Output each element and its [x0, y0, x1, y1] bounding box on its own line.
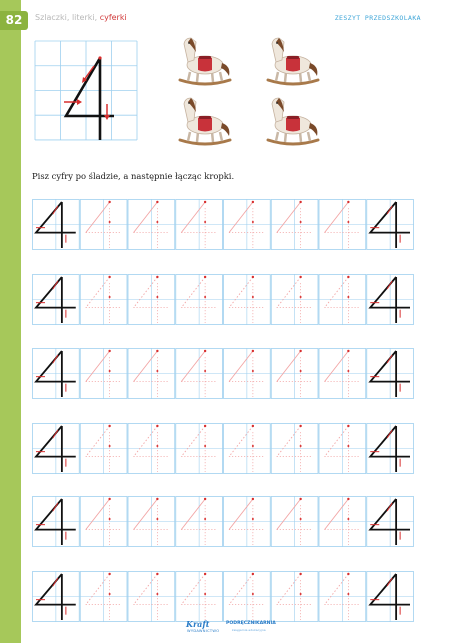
guide-stroke	[325, 426, 349, 457]
arrow-icon	[53, 355, 58, 363]
start-dot	[108, 425, 110, 427]
start-dot	[156, 370, 158, 372]
start-dot	[109, 445, 111, 447]
start-dot	[108, 350, 110, 352]
arrow-icon	[387, 355, 392, 363]
start-dot	[299, 573, 301, 575]
start-dot	[347, 573, 349, 575]
start-dot	[204, 518, 206, 520]
guide-stroke	[86, 499, 110, 530]
start-dot	[347, 518, 349, 520]
guide-stroke	[325, 351, 349, 382]
start-dot	[156, 201, 158, 203]
start-dot	[252, 221, 254, 223]
arrow-icon	[53, 281, 58, 289]
start-dot	[156, 498, 158, 500]
guide-stroke	[277, 426, 301, 457]
start-dot	[347, 350, 349, 352]
practice-row	[32, 199, 414, 250]
guide-stroke	[181, 351, 205, 382]
start-dot	[347, 221, 349, 223]
start-dot	[204, 593, 206, 595]
side-color-bar	[0, 0, 21, 643]
start-dot	[300, 445, 302, 447]
practice-row	[32, 496, 414, 547]
arrow-icon	[387, 578, 392, 586]
start-dot	[347, 276, 349, 278]
start-dot	[252, 593, 254, 595]
start-dot	[299, 350, 301, 352]
start-dot	[300, 221, 302, 223]
guide-stroke	[181, 426, 205, 457]
start-dot	[156, 350, 158, 352]
guide-stroke	[181, 202, 205, 233]
guide-stroke	[277, 277, 301, 308]
running-head	[35, 13, 127, 22]
brand-sub: WYDAWNICTWO	[187, 629, 220, 633]
start-dot	[347, 425, 349, 427]
start-dot	[109, 296, 111, 298]
start-dot	[299, 276, 301, 278]
arrow-icon	[387, 430, 392, 438]
guide-stroke	[134, 202, 158, 233]
guide-stroke	[134, 426, 158, 457]
start-dot	[252, 350, 254, 352]
start-dot	[347, 370, 349, 372]
start-dot	[252, 573, 254, 575]
start-dot	[109, 370, 111, 372]
hero-digit-example	[34, 40, 142, 141]
guide-stroke	[86, 574, 110, 605]
practice-row	[32, 423, 414, 474]
start-dot	[347, 296, 349, 298]
start-dot	[347, 445, 349, 447]
start-dot	[156, 221, 158, 223]
start-dot	[347, 201, 349, 203]
start-dot	[252, 201, 254, 203]
start-dot	[156, 296, 158, 298]
guide-stroke	[181, 499, 205, 530]
start-dot	[252, 276, 254, 278]
start-dot	[300, 370, 302, 372]
start-dot	[204, 350, 206, 352]
guide-stroke	[134, 277, 158, 308]
start-dot	[204, 498, 206, 500]
arrow-icon	[387, 281, 392, 289]
start-dot	[108, 498, 110, 500]
portal-name: PODRĘCZNIKARNIA	[226, 621, 276, 626]
guide-stroke	[277, 574, 301, 605]
guide-stroke	[325, 499, 349, 530]
start-dot	[156, 425, 158, 427]
guide-stroke	[134, 499, 158, 530]
start-dot	[108, 201, 110, 203]
publisher-logo	[186, 618, 286, 636]
start-dot	[156, 445, 158, 447]
portal-sub: księgarnia edukacyjna	[232, 628, 266, 632]
guide-stroke	[277, 202, 301, 233]
start-dot	[109, 221, 111, 223]
guide-stroke	[277, 351, 301, 382]
brand-name: Kraft	[186, 619, 210, 629]
running-head-accent: cyferki	[99, 13, 127, 22]
start-dot	[299, 498, 301, 500]
guide-stroke	[86, 277, 110, 308]
arrowhead-icon	[77, 99, 82, 105]
instruction-text: Pisz cyfry po śladzie, a następnie łącząc kropki.	[32, 171, 235, 181]
start-dot	[204, 370, 206, 372]
arrow-icon	[387, 206, 392, 214]
start-dot	[204, 445, 206, 447]
start-dot	[204, 296, 206, 298]
series-title: ZESZYT PRZEDSZKOLAKA	[334, 14, 421, 22]
rocking-horse-icon	[262, 32, 324, 86]
guide-stroke	[86, 351, 110, 382]
start-dot	[299, 425, 301, 427]
arrow-icon	[53, 578, 58, 586]
guide-stroke	[86, 202, 110, 233]
page-number: 82	[0, 11, 28, 30]
start-dot	[347, 593, 349, 595]
start-dot	[98, 56, 101, 59]
arrowhead-icon	[104, 115, 110, 120]
practice-row	[32, 348, 414, 399]
start-dot	[252, 498, 254, 500]
practice-row	[32, 274, 414, 325]
start-dot	[156, 276, 158, 278]
arrow-icon	[53, 503, 58, 511]
guide-stroke	[229, 499, 253, 530]
practice-row	[32, 571, 414, 622]
arrow-icon	[53, 206, 58, 214]
guide-stroke	[325, 574, 349, 605]
start-dot	[252, 296, 254, 298]
guide-stroke	[277, 499, 301, 530]
start-dot	[252, 370, 254, 372]
rocking-horse-icon	[174, 32, 236, 86]
start-dot	[204, 425, 206, 427]
guide-stroke	[86, 426, 110, 457]
start-dot	[299, 201, 301, 203]
running-head-text: Szlaczki, literki,	[35, 13, 100, 22]
start-dot	[204, 201, 206, 203]
start-dot	[156, 593, 158, 595]
start-dot	[156, 518, 158, 520]
start-dot	[156, 573, 158, 575]
guide-stroke	[229, 351, 253, 382]
start-dot	[300, 296, 302, 298]
start-dot	[109, 593, 111, 595]
start-dot	[252, 445, 254, 447]
guide-stroke	[229, 426, 253, 457]
start-dot	[109, 518, 111, 520]
guide-stroke	[134, 351, 158, 382]
rocking-horse-icon	[262, 92, 324, 146]
guide-stroke	[325, 277, 349, 308]
guide-stroke	[229, 202, 253, 233]
start-dot	[204, 221, 206, 223]
guide-stroke	[181, 574, 205, 605]
start-dot	[252, 425, 254, 427]
start-dot	[300, 593, 302, 595]
arrow-icon	[53, 430, 58, 438]
guide-stroke	[229, 277, 253, 308]
guide-stroke	[181, 277, 205, 308]
start-dot	[204, 573, 206, 575]
guide-stroke	[229, 574, 253, 605]
guide-stroke	[134, 574, 158, 605]
start-dot	[252, 518, 254, 520]
start-dot	[204, 276, 206, 278]
start-dot	[347, 498, 349, 500]
digit-four-stroke	[66, 58, 114, 140]
guide-stroke	[325, 202, 349, 233]
start-dot	[300, 518, 302, 520]
start-dot	[108, 276, 110, 278]
start-dot	[108, 573, 110, 575]
arrow-icon	[387, 503, 392, 511]
rocking-horse-icon	[174, 92, 236, 146]
